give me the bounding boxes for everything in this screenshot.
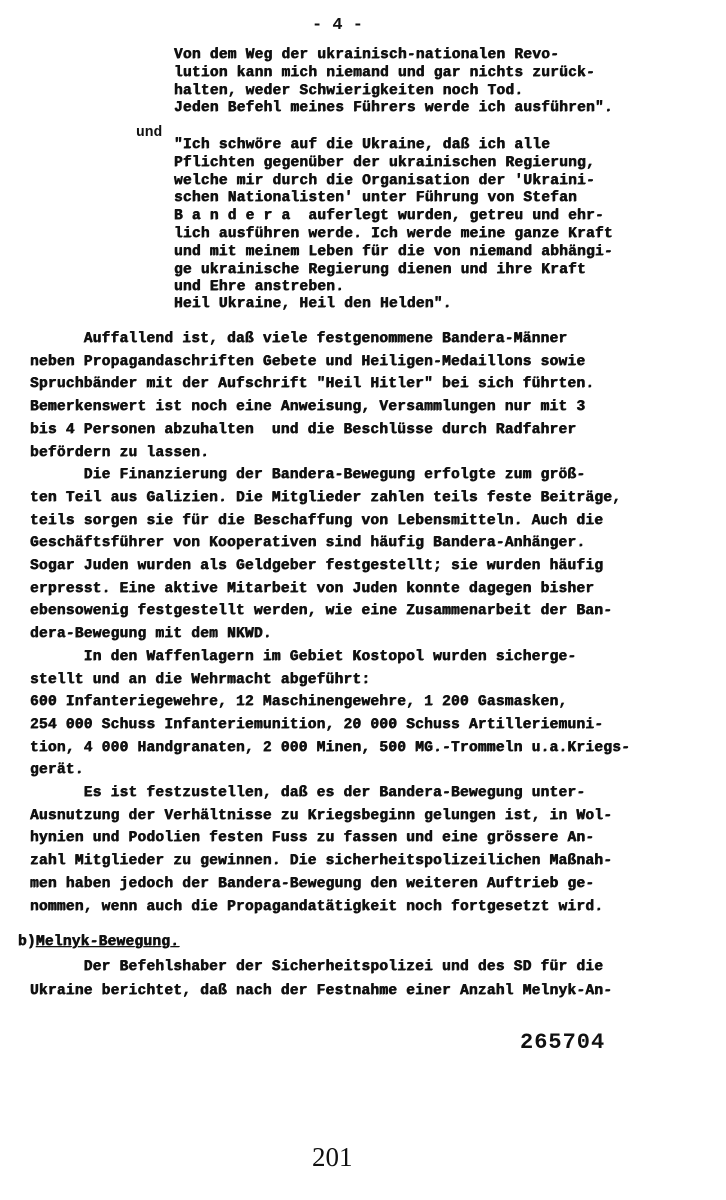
section-heading: Melnyk-Bewegung. — [35, 934, 180, 950]
text-line: tion, 4 000 Handgranaten, 2 000 Minen, 500 MG.-Trommeln u.a.Kriegs- — [30, 739, 631, 756]
text-line: dera-Bewegung mit dem NKWD. — [30, 626, 272, 643]
text-line: und Ehre anstreben. — [174, 279, 345, 296]
text-line: Von dem Weg der ukrainisch-nationalen Revo- — [174, 47, 560, 63]
section-label: b) — [18, 934, 36, 950]
text-line: nommen, wenn auch die Propagandatätigkeit noch fortgesetzt wird. — [30, 898, 604, 915]
text-line: Die Finanzierung der Bandera-Bewegung erfolgte zum größ- — [30, 467, 586, 484]
text-line: Geschäftsführer von Kooperativen sind häufig Bandera-Anhänger. — [30, 535, 586, 552]
folio-number: 201 — [312, 1142, 353, 1172]
text-line: Bemerkenswert ist noch eine Anweisung, Versammlungen nur mit 3 — [30, 399, 586, 416]
text-line: B a n d e r a auferlegt wurden, getreu und ehr- — [174, 208, 604, 225]
text-line: lution kann mich niemand und gar nichts zurück- — [174, 64, 596, 81]
text-line: hynien und Podolien festen Fuss zu fassen und eine grössere An- — [30, 830, 595, 847]
section-heading-row — [18, 933, 179, 951]
text-line: halten, weder Schwierigkeiten noch Tod. — [174, 82, 524, 99]
text-line: Pflichten gegenüber der ukrainischen Regierung, — [174, 154, 596, 171]
text-line: Sogar Juden wurden als Geldgeber festgestellt; sie wurden häufig — [30, 558, 604, 574]
text-line: teils sorgen sie für die Beschaffung von Lebensmitteln. Auch die — [30, 512, 604, 529]
text-line: neben Propagandaschriften Gebete und Heiligen-Medaillons sowie — [30, 353, 586, 370]
text-line: Es ist festzustellen, daß es der Bandera-Bewegung unter- — [30, 785, 586, 801]
page-marker: - 4 - — [312, 16, 364, 35]
text-line: zahl Mitglieder zu gewinnen. Die sicherheitspolizeilichen Maßnah- — [30, 853, 613, 870]
text-line: Spruchbänder mit der Aufschrift "Heil Hitler" bei sich führten. — [30, 376, 595, 393]
text-line: In den Waffenlagern im Gebiet Kostopol wurden sicherge- — [30, 648, 577, 665]
text-line: ten Teil aus Galizien. Die Mitglieder zahlen teils feste Beiträge, — [30, 489, 622, 506]
salute-line: Heil Ukraine, Heil den Helden". — [174, 296, 452, 312]
text-line: lich ausführen werde. Ich werde meine ganze Kraft — [174, 226, 613, 242]
text-line: men haben jedoch der Bandera-Bewegung den weiteren Auftrieb ge- — [30, 875, 595, 892]
und-label: und — [136, 125, 163, 141]
text-line: schen Nationalisten' unter Führung von Stefan — [174, 190, 578, 207]
text-line: Ausnutzung der Verhältnisse zu Kriegsbeginn gelungen ist, in Wol- — [30, 807, 613, 824]
document-number: 265704 — [520, 1030, 606, 1055]
text-line: bis 4 Personen abzuhalten und die Beschlüsse durch Radfahrer — [30, 421, 577, 438]
text-line: Ukraine berichtet, daß nach der Festnahme einer Anzahl Melnyk-An- — [30, 983, 613, 999]
text-line: 254 000 Schuss Infanteriemunition, 20 000 Schuss Artilleriemuni- — [30, 716, 604, 733]
text-line: erpresst. Eine aktive Mitarbeit von Juden konnte dagegen bisher — [30, 580, 595, 597]
text-line: und mit meinem Leben für die von niemand abhängi- — [174, 243, 613, 260]
text-line: Auffallend ist, daß viele festgenommene Bandera-Männer — [30, 331, 568, 347]
text-line: Der Befehlshaber der Sicherheitspolizei und des SD für die — [30, 959, 604, 975]
text-line: "Ich schwöre auf die Ukraine, daß ich alle — [174, 137, 551, 153]
text-line: stellt und an die Wehrmacht abgeführt: — [30, 671, 371, 688]
text-line: Jeden Befehl meines Führers werde ich ausführen". — [174, 100, 613, 117]
text-line: ebensowenig festgestellt werden, wie eine Zusammenarbeit der Ban- — [30, 603, 613, 620]
text-line: befördern zu lassen. — [30, 444, 210, 461]
text-line: gerät. — [30, 762, 84, 779]
text-line: welche mir durch die Organisation der 'Ukraini- — [174, 172, 596, 189]
text-line: 600 Infanteriegewehre, 12 Maschinengewehre, 1 200 Gasmasken, — [30, 694, 568, 711]
text-line: ge ukrainische Regierung dienen und ihre Kraft — [174, 261, 587, 278]
